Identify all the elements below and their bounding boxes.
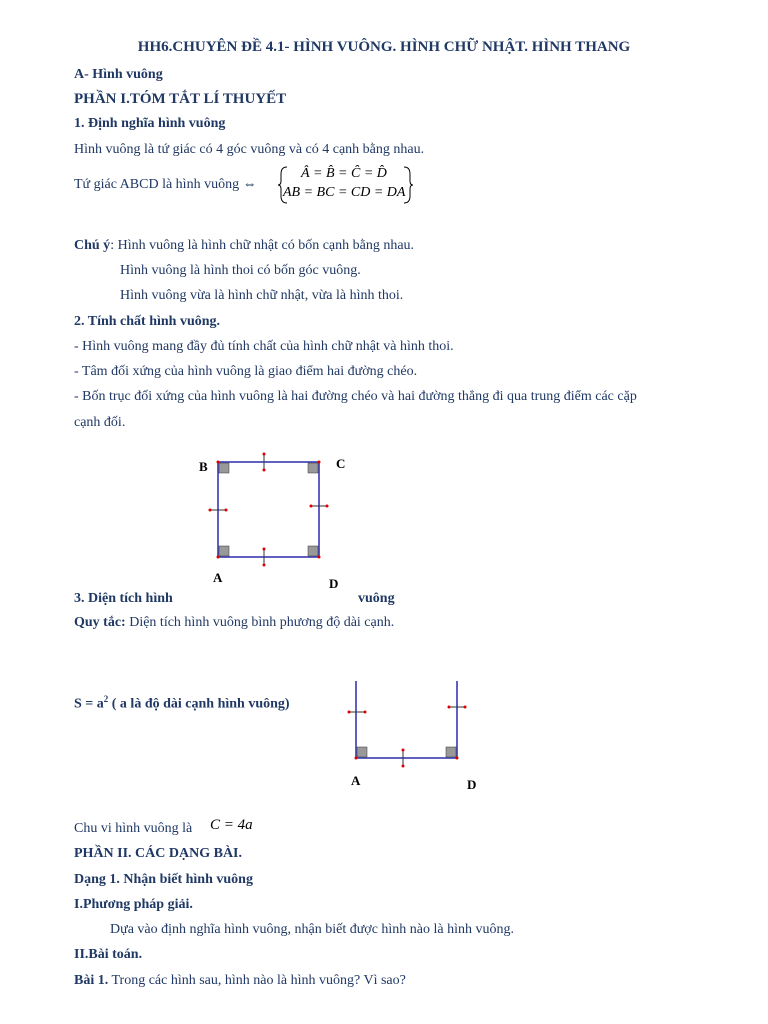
- method-heading: I.Phương pháp giải.: [74, 897, 193, 912]
- note-label: Chú ý: [74, 238, 111, 253]
- vertex-label-b: B: [199, 459, 208, 474]
- part-2-heading: PHẦN II. CÁC DẠNG BÀI.: [74, 846, 243, 861]
- property-3b: cạnh đối.: [74, 415, 126, 430]
- open-square-label-d: D: [467, 777, 477, 792]
- definition-text: Hình vuông là tứ giác có 4 góc vuông và có 4 cạnh bằng nhau.: [74, 142, 425, 157]
- equation-angles: Â = B̂ = Ĉ = D̂: [301, 166, 387, 181]
- document-title: HH6.CHUYÊN ĐỀ 4.1- HÌNH VUÔNG. HÌNH CHỮ NHẬT. HÌNH THANG: [137, 39, 631, 55]
- rule-text: Diện tích hình vuông bình phương độ dài cạnh.: [125, 615, 395, 630]
- method-text: Dựa vào định nghĩa hình vuông, nhận biết được hình nào là hình vuông.: [110, 922, 515, 937]
- open-square-label-a: A: [351, 773, 361, 788]
- area-formula-note: ( a là độ dài cạnh hình vuông): [108, 696, 290, 712]
- rule-label: Quy tắc:: [74, 615, 126, 630]
- vertex-label-d: D: [329, 576, 339, 591]
- property-3a: - Bốn trục đối xứng của hình vuông là hai đường chéo và hai đường thẳng đi qua trung điểm các cặp: [74, 389, 637, 404]
- exercise-heading: II.Bài toán.: [74, 947, 143, 962]
- property-1: - Hình vuông mang đầy đủ tính chất của hình chữ nhật và hình thoi.: [74, 339, 454, 354]
- heading-definition: 1. Định nghĩa hình vuông: [74, 116, 226, 131]
- note-line-3: Hình vuông vừa là hình chữ nhật, vừa là hình thoi.: [120, 288, 404, 303]
- property-2: - Tâm đối xứng của hình vuông là giao điểm hai đường chéo.: [74, 364, 418, 379]
- exercise-1-label: Bài 1.: [74, 973, 109, 988]
- open-square-figure: [348, 681, 467, 768]
- vertex-label-a: A: [213, 570, 223, 585]
- type-1-heading: Dạng 1. Nhận biết hình vuông: [74, 872, 253, 887]
- part-1-heading: PHẦN I.TÓM TẮT LÍ THUYẾT: [74, 91, 287, 107]
- area-rule: [74, 614, 394, 632]
- exercise-1: [74, 972, 406, 990]
- perimeter-text: Chu vi hình vuông là: [74, 821, 193, 836]
- exercise-1-text: Trong các hình sau, hình nào là hình vuông? Vì sao?: [108, 973, 406, 988]
- area-formula-base: S = a: [74, 696, 104, 712]
- area-formula: [74, 690, 290, 714]
- note-line-2: Hình vuông là hình thoi có bốn góc vuông.: [120, 263, 361, 278]
- vertex-label-c: C: [336, 456, 346, 471]
- perimeter-formula: C = 4a: [210, 817, 253, 833]
- section-a-heading: A- Hình vuông: [74, 67, 163, 82]
- heading-properties: 2. Tính chất hình vuông.: [74, 314, 221, 329]
- note-text-1: : Hình vuông là hình chữ nhật có bốn cạnh bằng nhau.: [110, 238, 415, 253]
- equation-sides: AB = BC = CD = DA: [283, 185, 406, 200]
- area-formula-exponent: 2: [103, 694, 109, 704]
- abcd-condition-text: Tứ giác ABCD là hình vuông ⇔: [74, 177, 257, 192]
- heading-area-part1: 3. Diện tích hình: [74, 591, 173, 606]
- heading-area-part2: vuông: [358, 591, 395, 606]
